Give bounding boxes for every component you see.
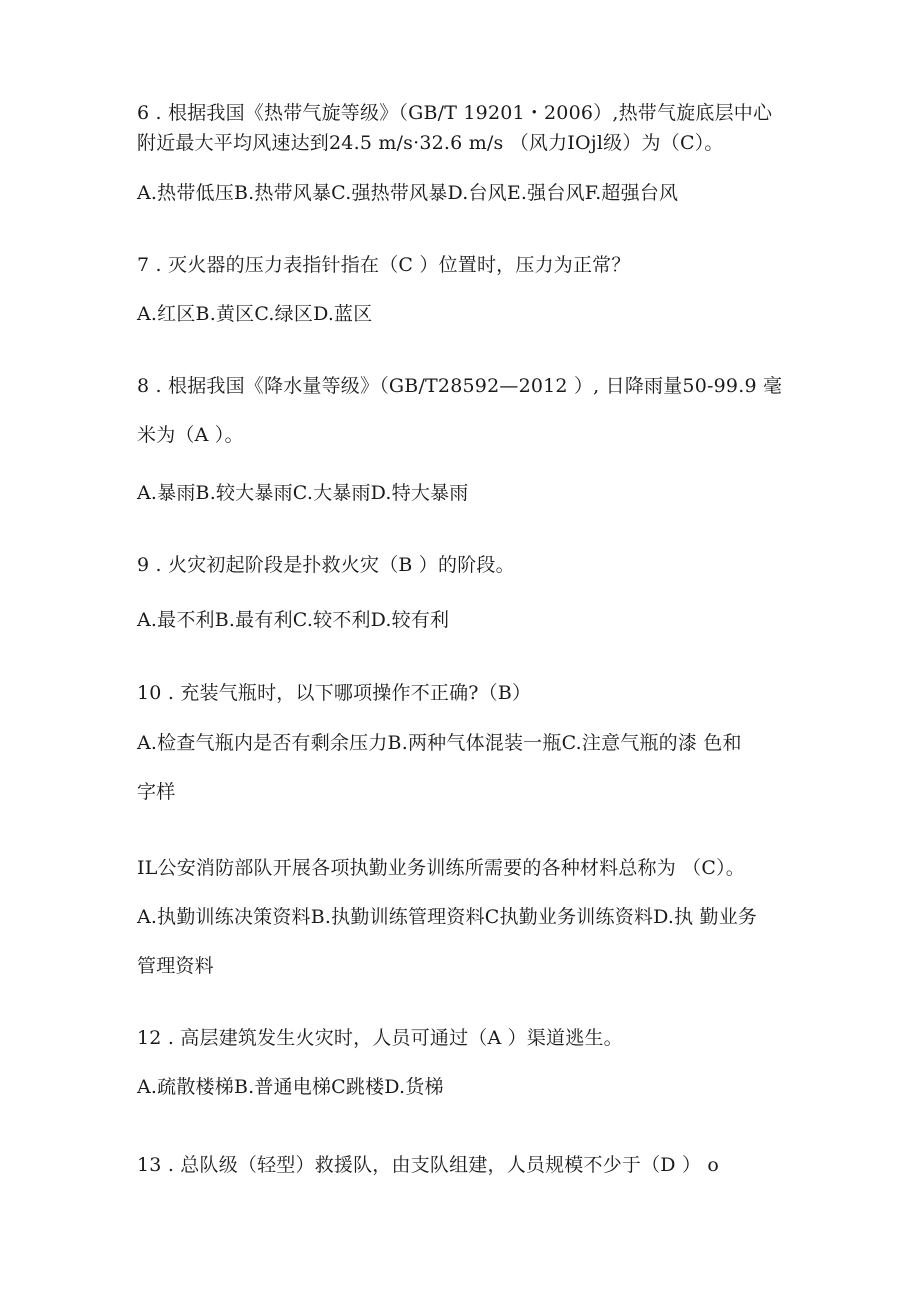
question-10: 10 . 充装气瓶时，以下哪项操作不正确?（B） <box>137 682 532 704</box>
question-12: 12 . 高层建筑发生火灾时，人员可通过（A ）渠道逃生。 <box>137 1027 623 1049</box>
question-9: 9 . 火灾初起阶段是扑救火灾（B ）的阶段。 <box>137 554 515 576</box>
question-6-line-1: 6 . 根据我国《热带气旋等级》（GB/T 19201・2006）,热带气旋底层中心 <box>137 102 773 124</box>
question-8-line-2: 米为（A ）。 <box>137 424 244 446</box>
question-11: IL公安消防部队开展各项执勤业务训练所需要的各种材料总称为 （C）。 <box>137 857 746 879</box>
question-6-options: A.热带低压B.热带风暴C.强热带风暴D.台风E.强台风F.超强台风 <box>137 182 679 204</box>
question-11-options-line-2: 管理资料 <box>137 955 214 977</box>
question-8-options: A.暴雨B.较大暴雨C.大暴雨D.特大暴雨 <box>137 482 469 504</box>
question-8-line-1: 8 . 根据我国《降水量等级》（GB/T28592—2012 ）, 日降雨量50-99.9 毫 <box>137 375 783 397</box>
question-11-options-line-1: A.执勤训练决策资料B.执勤训练管理资料C执勤业务训练资料D.执 勤业务 <box>137 906 758 928</box>
question-12-options: A.疏散楼梯B.普通电梯C跳楼D.货梯 <box>137 1076 444 1098</box>
question-13: 13 . 总队级（轻型）救援队，由支队组建，人员规模不少于（D ） o <box>137 1154 720 1176</box>
question-10-options-line-1: A.检查气瓶内是否有剩余压力B.两种气体混装一瓶C.注意气瓶的漆 色和 <box>137 732 742 754</box>
question-6-line-2: 附近最大平均风速达到24.5 m/s·32.6 m/s （风力IOjl级）为（C）。 <box>137 132 724 154</box>
question-9-options: A.最不利B.最有利C.较不利D.较有利 <box>137 609 450 631</box>
question-10-options-line-2: 字样 <box>137 781 176 803</box>
question-7-options: A.红区B.黄区C.绿区D.蓝区 <box>137 303 373 325</box>
question-7: 7 . 灭火器的压力表指针指在（C ）位置时，压力为正常？ <box>137 254 631 276</box>
